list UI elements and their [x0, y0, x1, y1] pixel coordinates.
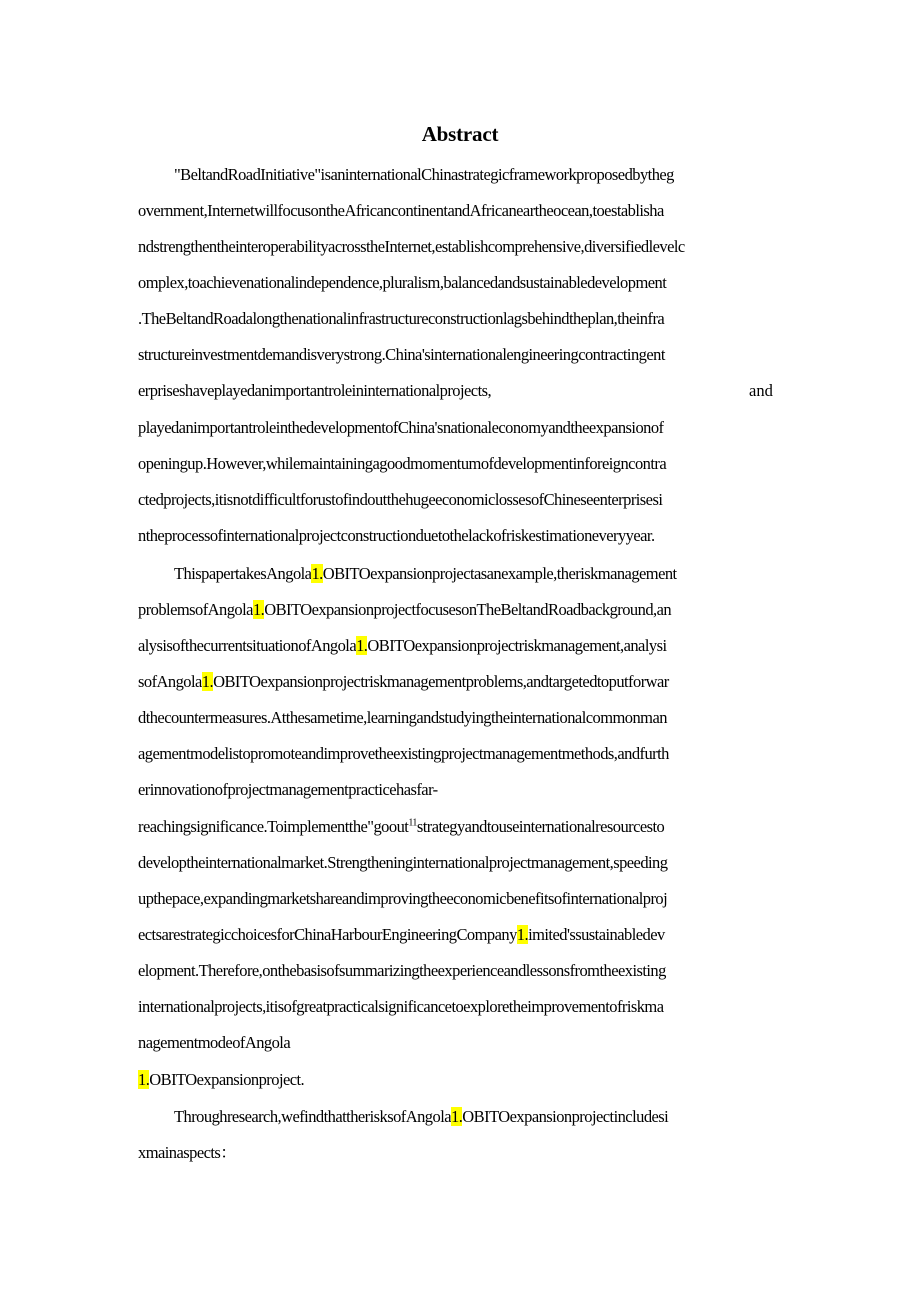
- paragraph-2-line-12: elopment.Therefore,onthebasisofsummarizingtheexperienceandlessonsfromtheexisting: [138, 961, 666, 980]
- paragraph-2-line-1: [174, 562, 677, 586]
- highlight-mark: 1.: [451, 1107, 463, 1126]
- paragraph-1-line-11: ntheprocessofinternationalprojectconstructionduetothelackofriskestimationeveryyear.: [138, 526, 655, 545]
- highlight-mark: 1.: [201, 672, 214, 691]
- paragraph-1-line-10: ctedprojects,itisnotdifficultforustofindoutthehugeeconomiclossesofChineseenterprisesi: [138, 490, 663, 509]
- paragraph-2-line-9: developtheinternationalmarket.Strengtheninginternationalprojectmanagement,speeding: [138, 853, 668, 872]
- paragraph-3-line-2: xmainaspects：: [138, 1143, 237, 1162]
- paragraph-2-line-15: [138, 1068, 304, 1092]
- paragraph-2-line-11: [138, 923, 665, 947]
- highlight-mark: 1.: [138, 1070, 150, 1089]
- text-run: OBITOexpansionprojectfocusesonTheBeltandRoadbackground,an: [264, 600, 672, 619]
- text-run: reachingsignificance.Toimplementthe"goout: [138, 817, 409, 836]
- paragraph-2-line-4: [138, 670, 669, 694]
- highlight-mark: 1.: [356, 636, 368, 655]
- paragraph-1-line-5: .TheBeltandRoadalongthenationalinfrastructureconstructionlagsbehindtheplan,theinfra: [138, 309, 665, 328]
- paragraph-2-line-14: nagementmodeofAngola: [138, 1033, 291, 1052]
- text-run: alysisofthecurrentsituationofAngola: [138, 636, 357, 655]
- paragraph-1-line-2: overnment,InternetwillfocusontheAfricancontinentandAfricaneartheocean,toestablisha: [138, 201, 664, 220]
- text-run: problemsofAngola: [138, 600, 253, 619]
- text-run: OBITOexpansionprojectasanexample,theriskmanagement: [322, 564, 677, 583]
- text-run: imited'ssustainabledev: [528, 925, 665, 944]
- paragraph-2-line-2: [138, 598, 671, 622]
- paragraph-3-line-1: [174, 1105, 668, 1129]
- text-run: strategyandtouseinternationalresourcesto: [416, 817, 665, 836]
- paragraph-1-line-7-end: and: [749, 381, 773, 400]
- text-run: Throughresearch,wefindthattherisksofAngola: [174, 1107, 452, 1126]
- superscript-mark: 11: [408, 817, 417, 829]
- paragraph-1-line-7: erpriseshaveplayedanimportantroleininternationalprojects,: [138, 381, 492, 400]
- paragraph-1-line-9: openingup.However,whilemaintainingagoodmomentumofdevelopmentinforeigncontra: [138, 454, 667, 473]
- text-run: ectsarestrategicchoicesforChinaHarbourEngineeringCompany: [138, 925, 517, 944]
- paragraph-1-line-3: ndstrengthentheinteroperabilityacrosstheInternet,establishcomprehensive,diversifiedlevelc: [138, 237, 685, 256]
- text-run: sofAngola: [138, 672, 202, 691]
- paragraph-2-line-6: agementmodelistopromoteandimprovetheexistingprojectmanagementmethods,andfurth: [138, 744, 669, 763]
- paragraph-2-line-5: dthecountermeasures.Atthesametime,learningandstudyingtheinternationalcommonman: [138, 708, 667, 727]
- paragraph-1-line-6: structureinvestmentdemandisverystrong.China'sinternationalengineeringcontractingent: [138, 345, 665, 364]
- highlight-mark: 1.: [516, 925, 529, 944]
- paragraph-1-line-1: "BeltandRoadInitiative"isaninternationalChinastrategicframeworkproposedbytheg: [174, 165, 674, 184]
- text-run: OBITOexpansionprojectincludesi: [462, 1107, 669, 1126]
- text-run: OBITOexpansionprojectriskmanagement,analysi: [367, 636, 667, 655]
- paragraph-2-line-10: upthepace,expandingmarketshareandimprovingtheeconomicbenefitsofinternationalproj: [138, 889, 668, 908]
- text-run: ThispapertakesAngola: [174, 564, 312, 583]
- paragraph-2-line-13: internationalprojects,itisofgreatpracticalsignificancetoexploretheimprovementofriskma: [138, 997, 664, 1016]
- highlight-mark: 1.: [311, 564, 323, 583]
- paragraph-1-line-4: omplex,toachievenationalindependence,pluralism,balancedandsustainabledevelopment: [138, 273, 667, 292]
- paragraph-2-line-7: erinnovationofprojectmanagementpracticehasfar-: [138, 780, 438, 799]
- highlight-mark: 1.: [252, 600, 265, 619]
- text-run: OBITOexpansionproject.: [149, 1070, 305, 1089]
- page-title: Abstract: [421, 122, 499, 146]
- text-run: OBITOexpansionprojectriskmanagementproblems,andtargetedtoputforwar: [213, 672, 669, 691]
- paragraph-1-line-8: playedanimportantroleinthedevelopmentofChina'snationaleconomyandtheexpansionof: [138, 418, 664, 437]
- paragraph-2-line-8: [138, 815, 664, 839]
- paragraph-2-line-3: [138, 634, 666, 658]
